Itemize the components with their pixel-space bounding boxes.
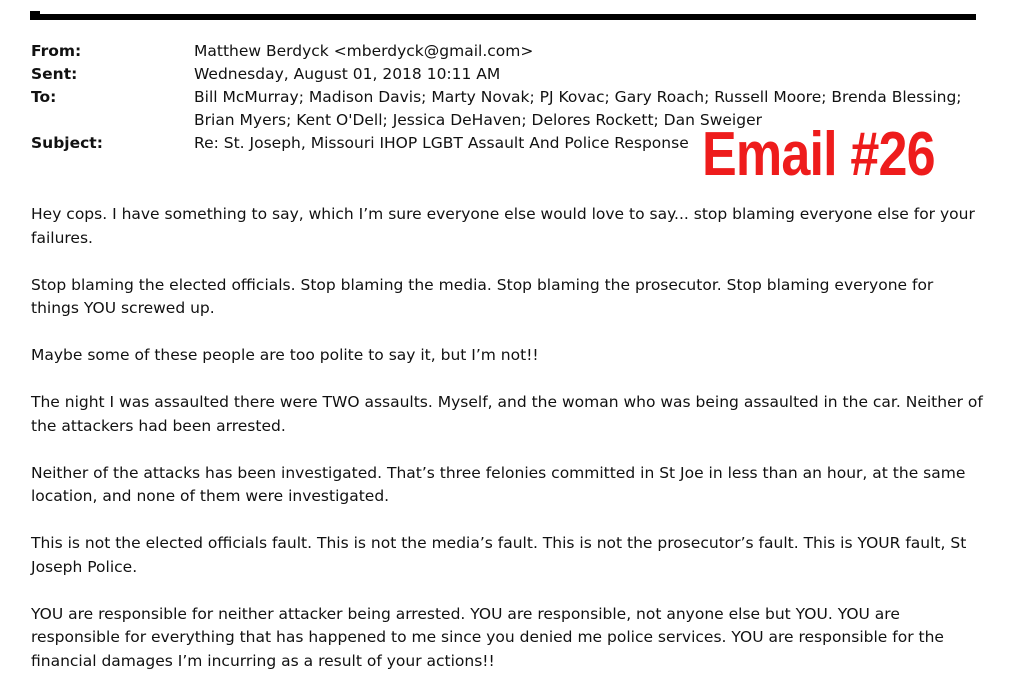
body-paragraph: Hey cops. I have something to say, which I’m sure everyone else would love to say... stop blaming everyone else for your failures. (31, 205, 975, 247)
email-number-tag: Email #26 (702, 120, 935, 189)
email-body (31, 203, 986, 697)
sent-row (31, 63, 981, 86)
from-label: From: (31, 42, 82, 60)
to-value: Bill McMurray; Madison Davis; Marty Novak; PJ Kovac; Gary Roach; Russell Moore; Brenda Blessing; Brian Myers; Kent O'Dell; Jessica DeHaven; Delores Rockett; Dan Sweiger (194, 88, 962, 129)
body-paragraph: The night I was assaulted there were TWO assaults. Myself, and the woman who was being assaulted in the car. Neither of the attackers had been arrested. (31, 393, 983, 435)
body-paragraph: Maybe some of these people are too polite to say it, but I’m not!! (31, 346, 539, 364)
from-row (31, 40, 981, 63)
body-paragraph: This is not the elected officials fault. This is not the media’s fault. This is not the prosecutor’s fault. This is YOUR fault, St Joseph Police. (31, 534, 967, 576)
subject-value: Re: St. Joseph, Missouri IHOP LGBT Assault And Police Response (194, 134, 689, 152)
to-label: To: (31, 88, 57, 106)
body-paragraph: Neither of the attacks has been investigated. That’s three felonies committed in St Joe in less than an hour, at the same location, and none of them were investigated. (31, 463, 966, 505)
body-paragraph: YOU are responsible for neither attacker being arrested. YOU are responsible, not anyone else but YOU. YOU are responsible for everything that has happened to me since you denied me police services. YOU are responsible for the financial damages I’m incurring as a result of your actions!! (31, 604, 944, 670)
top-rule (30, 14, 976, 20)
sent-label: Sent: (31, 65, 78, 83)
from-value: Matthew Berdyck <mberdyck@gmail.com> (194, 42, 534, 60)
sent-value: Wednesday, August 01, 2018 10:11 AM (194, 65, 501, 83)
body-paragraph: Stop blaming the elected officials. Stop blaming the media. Stop blaming the prosecutor. Stop blaming everyone for things YOU screwed up. (31, 275, 934, 317)
subject-label: Subject: (31, 134, 103, 152)
